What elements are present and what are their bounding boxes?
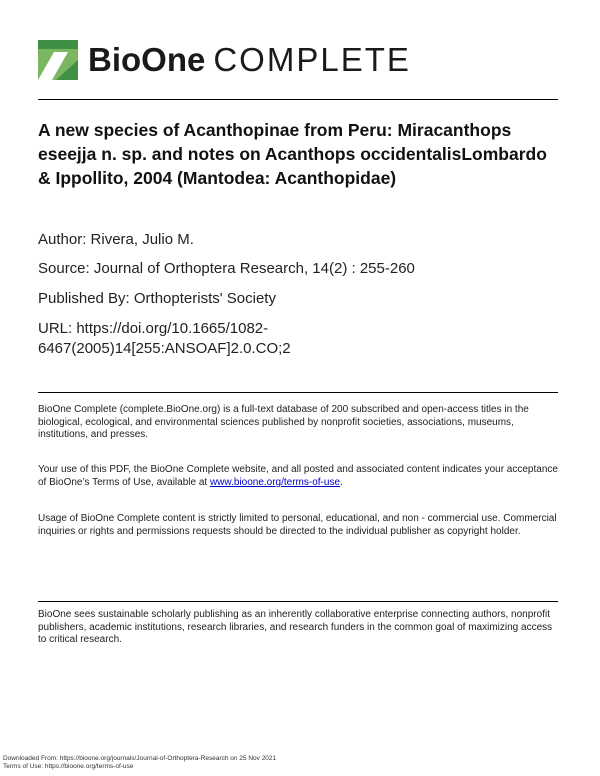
- footer-downloaded: Downloaded From: https://bioone.org/journals/Journal-of-Orthoptera-Research on 25 Nov 2021: [3, 755, 277, 762]
- article-url[interactable]: [38, 319, 563, 359]
- logo-wordmark-bold: BioOne: [88, 41, 206, 78]
- article-title: A new species of Acanthopinae from Peru: Miracanthops eseejja n. sp. and notes on Acanthops occidentalisLombardo & Ippollito, 2004 (Mantodea: Acanthopidae): [38, 120, 547, 188]
- usage-notice: Usage of BioOne Complete content is strictly limited to personal, educational, and non - commercial use. Commercial inquiries or rights and permissions requests should be directed to the individual publisher as copyright holder.: [38, 513, 557, 537]
- terms-notice: [38, 464, 563, 489]
- notice-divider: [38, 392, 558, 393]
- mission-statement: BioOne sees sustainable scholarly publishing as an inherently collaborative enterprise connecting authors, nonprofit publishers, academic institutions, research libraries, and research funders in the common goal of maximizing access to critical research.: [38, 609, 553, 645]
- article-url-line1: URL: https://doi.org/10.1665/1082-: [38, 320, 269, 337]
- about-notice: BioOne Complete (complete.BioOne.org) is a full-text database of 200 subscribed and open-access titles in the biological, ecological, and environmental sciences published by nonprofit societies, associations, museums, institutions, and presses.: [38, 404, 529, 440]
- terms-of-use-link[interactable]: www.bioone.org/terms-of-use: [209, 476, 341, 488]
- logo-wordmark: [88, 40, 411, 80]
- article-source: Source: Journal of Orthoptera Research, 14(2) : 255-260: [38, 260, 415, 277]
- article-url-line2: 6467(2005)14[255:ANSOAF]2.0.CO;2: [38, 340, 291, 357]
- article-publisher: Published By: Orthopterists' Society: [38, 290, 276, 307]
- logo-wordmark-light: COMPLETE: [213, 41, 411, 78]
- terms-notice-text: Your use of this PDF, the BioOne Complete website, and all posted and associated content indicates your acceptance of BioOne’s Terms of Use, available at: [38, 464, 558, 488]
- bioone-logo-icon: [38, 40, 78, 80]
- article-author: Author: Rivera, Julio M.: [38, 231, 194, 248]
- terms-notice-end: .: [340, 476, 343, 488]
- bioone-logo: [38, 40, 411, 80]
- footer-terms: Terms of Use: https://bioone.org/terms-of-use: [3, 763, 134, 770]
- header-divider: [38, 99, 558, 100]
- mission-divider: [38, 601, 558, 602]
